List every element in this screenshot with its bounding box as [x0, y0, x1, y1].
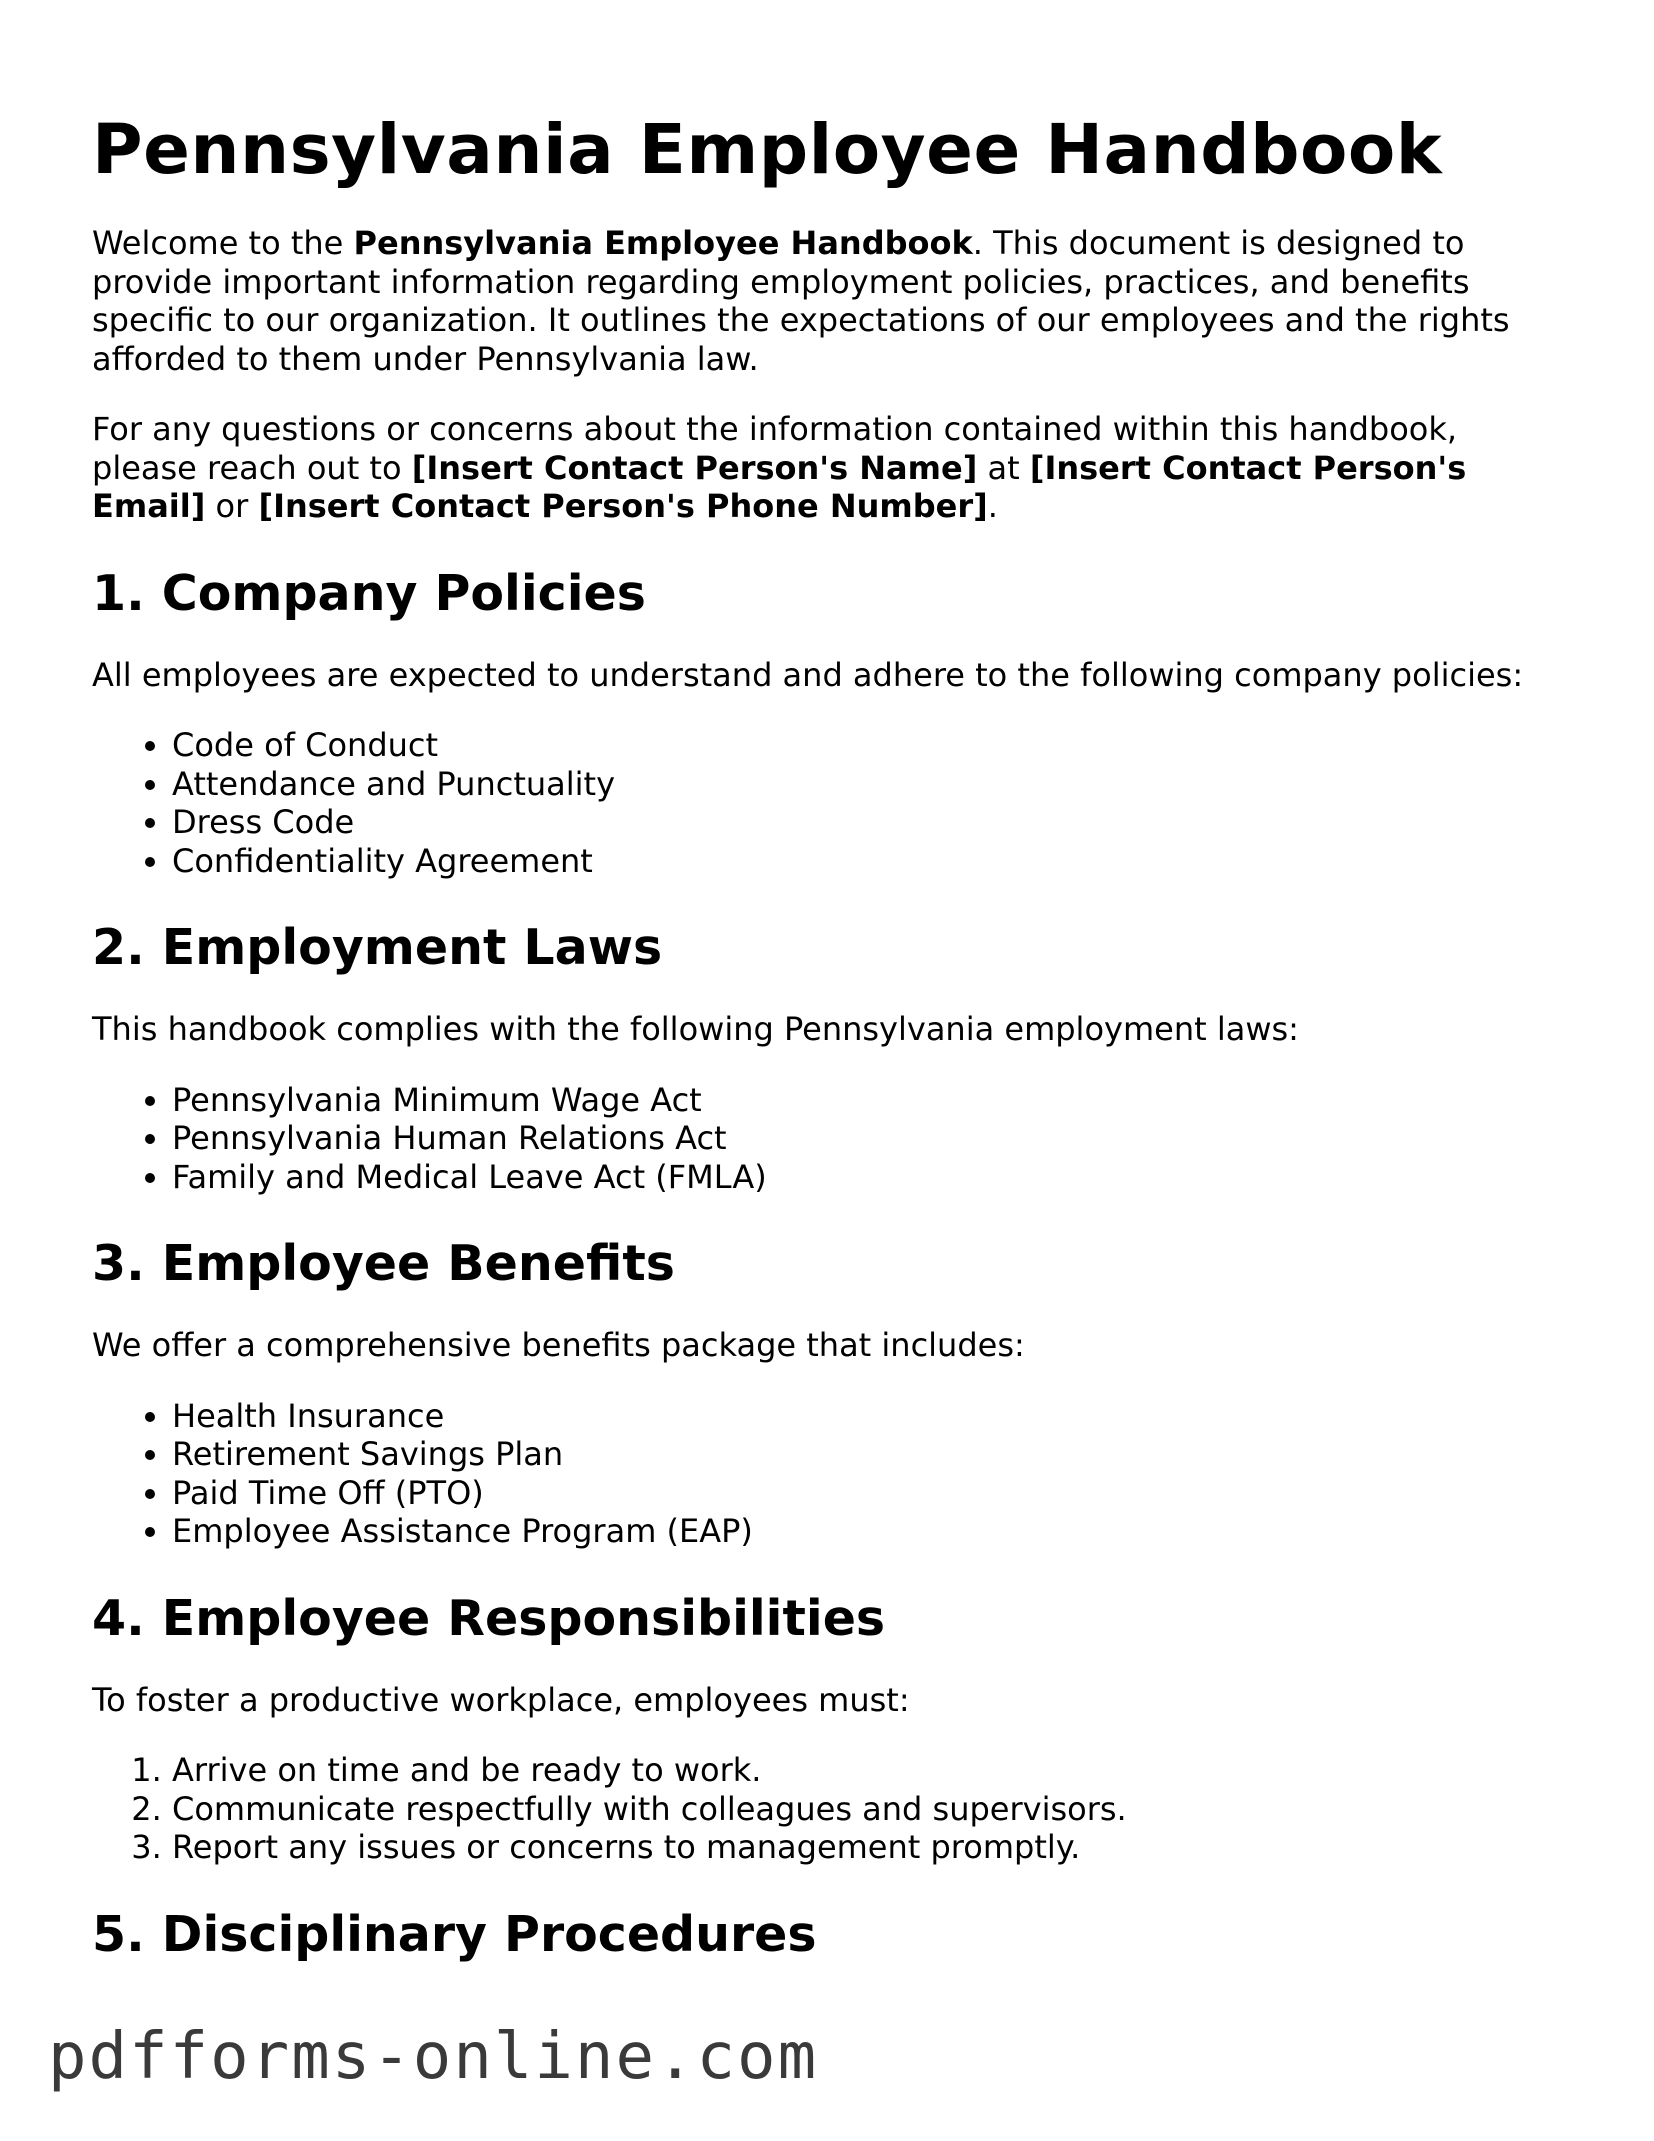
list-item: • Attendance and Punctuality	[172, 765, 1572, 804]
contact-text: For any questions or concerns about the information contained within this handbook, please reach out to	[92, 410, 1458, 487]
policies-list	[92, 726, 1572, 880]
contact-at: at	[977, 448, 1030, 487]
intro-paragraph	[92, 224, 1572, 378]
section-employee-responsibilities	[92, 1589, 1572, 1867]
contact-or: or	[205, 487, 259, 525]
section-heading: 3. Employee Benefits	[92, 1235, 675, 1292]
responsibilities-list	[92, 1751, 1572, 1867]
intro-text: Welcome to the	[92, 224, 354, 262]
section-heading: 5. Disciplinary Procedures	[92, 1905, 817, 1963]
section-disciplinary-procedures	[92, 1905, 1572, 1965]
watermark: pdfforms-online.com	[48, 2020, 819, 2094]
section-employment-laws	[92, 918, 1572, 1196]
list-item: 2. Communicate respectfully with colleagues and supervisors.	[172, 1790, 1572, 1829]
list-item: 1. Arrive on time and be ready to work.	[172, 1751, 1572, 1790]
list-item: • Dress Code	[172, 803, 1572, 842]
section-text: To foster a productive workplace, employees must:	[92, 1680, 910, 1719]
list-item: • Pennsylvania Minimum Wage Act	[172, 1081, 1572, 1120]
contact-end: .	[987, 487, 998, 525]
list-item: • Family and Medical Leave Act (FMLA)	[172, 1158, 1572, 1197]
page-title: Pennsylvania Employee Handbook	[92, 110, 1443, 190]
list-item: • Pennsylvania Human Relations Act	[172, 1119, 1572, 1158]
section-text: This handbook complies with the following Pennsylvania employment laws:	[92, 1010, 1299, 1048]
list-item: • Code of Conduct	[172, 726, 1572, 765]
list-item: • Health Insurance	[172, 1397, 1572, 1436]
section-text: All employees are expected to understand and adhere to the following company policies:	[92, 655, 1524, 694]
contact-phone-placeholder: [Insert Contact Person's Phone Number]	[258, 487, 988, 525]
intro-handbook-name: Pennsylvania Employee Handbook	[353, 224, 973, 262]
intro-text-continued: . This document is designed to provide important information regarding employment policies, practices, and benefits specific to our organization. It outlines the expectations of our employees and the rights afforded to them under Pennsylvania law.	[92, 224, 1510, 378]
list-item: • Paid Time Off (PTO)	[172, 1474, 1572, 1513]
list-item: • Confidentiality Agreement	[172, 842, 1572, 881]
document-page	[92, 110, 1572, 1997]
contact-name-placeholder: [Insert Contact Person's Name]	[411, 448, 978, 487]
section-text: We offer a comprehensive benefits package that includes:	[92, 1326, 1025, 1364]
section-heading: 1. Company Policies	[92, 564, 646, 622]
list-item: • Retirement Savings Plan	[172, 1435, 1572, 1474]
section-heading: 2. Employment Laws	[92, 919, 663, 976]
section-company-policies	[92, 564, 1572, 881]
section-employee-benefits	[92, 1234, 1572, 1551]
list-item: • Employee Assistance Program (EAP)	[172, 1512, 1572, 1551]
contact-email-placeholder: [Insert Contact Person's Email]	[92, 448, 1467, 525]
benefits-list	[92, 1397, 1572, 1551]
contact-paragraph	[92, 410, 1572, 526]
list-item: 3. Report any issues or concerns to management promptly.	[172, 1828, 1572, 1867]
section-heading: 4. Employee Responsibilities	[92, 1589, 886, 1647]
laws-list	[92, 1081, 1572, 1197]
